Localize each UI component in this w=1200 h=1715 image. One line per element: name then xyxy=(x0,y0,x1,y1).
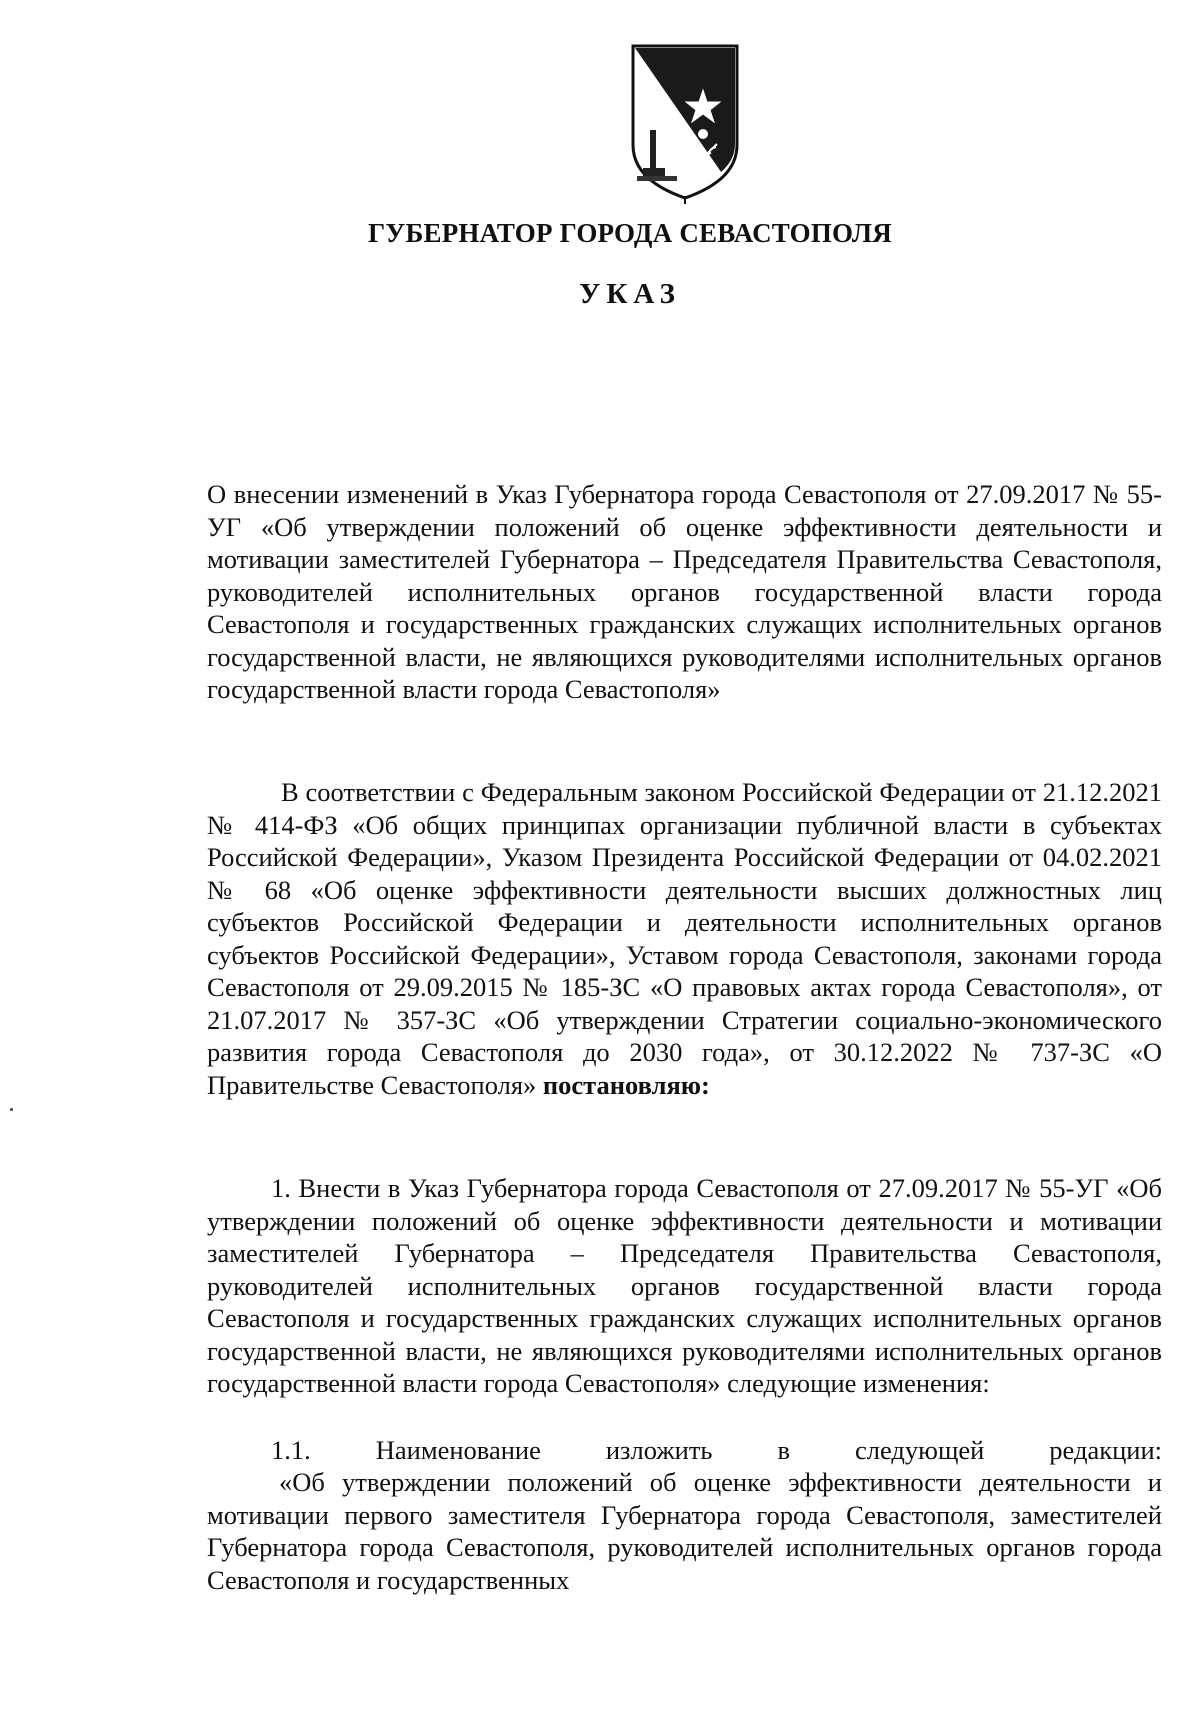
preamble-text: В соответствии с Федеральным законом Российской Федерации от 21.12.2021 № 414-ФЗ «Об общих принципах организации публичной власти в субъектах Российской Федерации», Указом Президента Российской Федерации от 04.02.2021 № 68 «Об оценке эффективности деятельности высших должностных лиц субъектов Российской Федерации и деятельности исполнительных органов субъектов Российской Федерации», Уставом города Севастополя, законами города Севастополя от 29.09.2015 № 185-ЗС «О правовых актах города Севастополя», от 21.07.2017 № 357-ЗС «Об утверждении Стратегии социально-экономического развития города Севастополя до 2030 года», от 30.12.2022 № 737-ЗС «О Правительстве Севастополя» xyxy=(207,777,1162,1100)
decree-item-1-1: 1.1. Наименование изложить в следующей редакции: xyxy=(271,1435,1162,1465)
issuer-title: ГУБЕРНАТОР ГОРОДА СЕВАСТОПОЛЯ xyxy=(368,218,892,248)
decree-subject: О внесении изменений в Указ Губернатора города Севастополя от 27.09.2017 № 55-УГ «Об утверждении положений об оценке эффективности деятельности и мотивации заместителей Губернатора – Председателя Правительства Севастополя, руководителей исполнительных органов государственной власти города Севастополя и государственных гражданских служащих исполнительных органов государственной власти, не являющихся руководителями исполнительных органов государственной власти города Севастополя» xyxy=(207,479,1162,704)
decree-word: постановляю: xyxy=(542,1069,710,1100)
decree-item-1: 1. Внести в Указ Губернатора города Севастополя от 27.09.2017 № 55-УГ «Об утверждении положений об оценке эффективности деятельности и мотивации заместителей Губернатора – Председателя Правительства Севастополя, руководителей исполнительных органов государственной власти города Севастополя и государственных гражданских служащих исполнительных органов государственной власти, не являющихся руководителями исполнительных органов государственной власти города Севастополя» следующие изменения: xyxy=(207,1173,1162,1398)
coat-of-arms-icon xyxy=(625,40,745,205)
decree-preamble xyxy=(207,776,1162,1101)
document-type-title: УКАЗ xyxy=(579,278,681,310)
new-title-quote: «Об утверждении положений об оценке эффективности деятельности и мотивации первого заместителя Губернатора города Севастополя, заместителей Губернатора города Севастополя, руководителей исполнительных органов города Севастополя и государственных xyxy=(207,1467,1162,1595)
scan-artifact xyxy=(10,1108,13,1111)
